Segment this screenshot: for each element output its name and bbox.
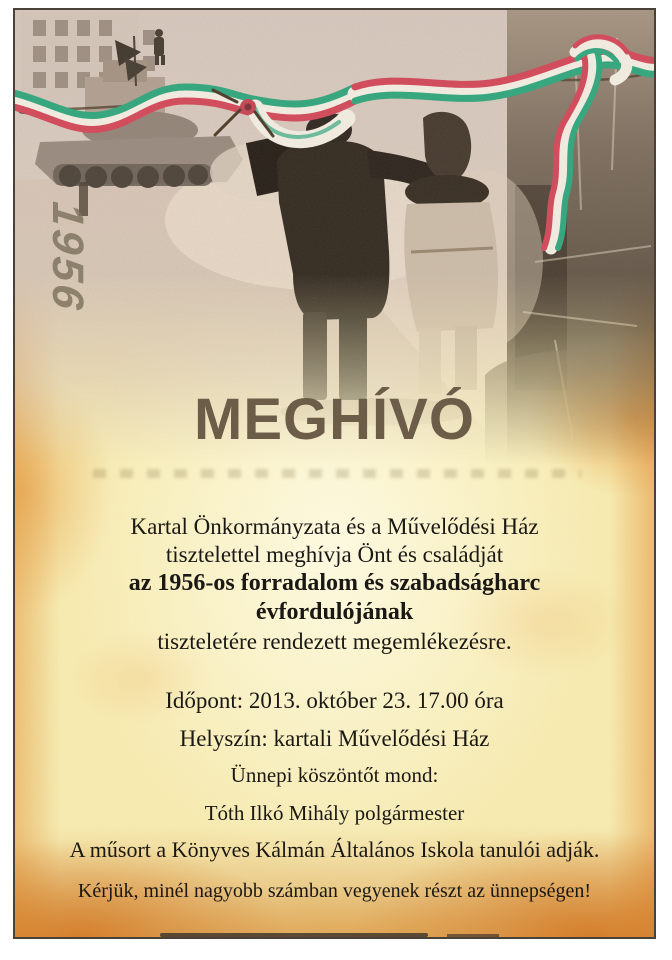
line-program: A műsort a Könyves Kálmán Általános Iskola tanulói adják. [69, 837, 600, 862]
bottom-smudge [160, 933, 428, 937]
line-organizer: Kartal Önkormányzata és a Művelődési Ház [130, 514, 539, 539]
line-invite: tisztelettel meghívja Önt és családját [165, 542, 504, 567]
poster-frame [13, 8, 656, 939]
line-occasion-1: az 1956-os forradalom és szabadságharc [128, 570, 541, 596]
line-closing: Kérjük, minél nagyobb számban vegyenek részt az ünnepségen! [77, 880, 592, 902]
line-occasion-2: évfordulójának [255, 599, 414, 625]
line-datetime: Időpont: 2013. október 23. 17.00 óra [165, 688, 504, 713]
bottom-smudge-small [447, 934, 499, 937]
year-watermark: 1956 [43, 199, 92, 315]
faded-ghost-text [93, 469, 581, 478]
line-venue: Helyszín: kartali Művelődési Ház [179, 726, 490, 751]
line-occasion-3: tiszteletére rendezett megemlékezésre. [157, 629, 512, 654]
line-speaker: Tóth Ilkó Mihály polgármester [204, 801, 465, 825]
poster-title: MEGHÍVÓ [194, 387, 475, 452]
line-speech-intro: Ünnepi köszöntőt mond: [230, 763, 439, 787]
